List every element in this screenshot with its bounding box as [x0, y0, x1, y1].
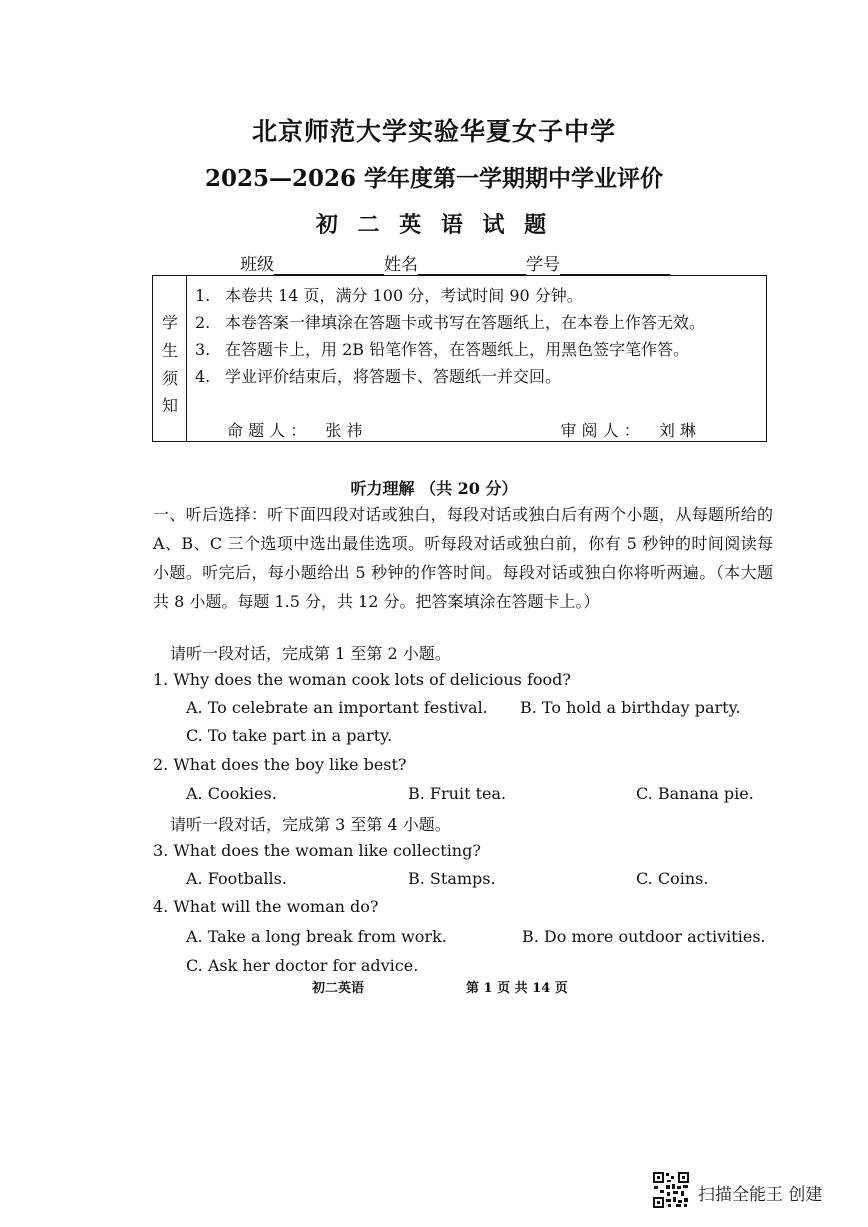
- side-char: 生: [162, 341, 179, 360]
- option-c: C. Ask her doctor for advice.: [186, 956, 419, 975]
- notice-side-label: [153, 276, 187, 441]
- author-name: 张 祎: [325, 421, 363, 440]
- qr-code-icon: [652, 1171, 690, 1209]
- notice-items: [195, 282, 760, 390]
- scanner-watermark: 扫描全能王 创建: [698, 1185, 823, 1205]
- option-a: A. Cookies.: [186, 784, 277, 803]
- exam-term: 2025—2026 学年度第一学期期中学业评价: [204, 165, 664, 192]
- option-a: A. Take a long break from work.: [186, 927, 447, 946]
- footer-subject: 初二英语: [312, 981, 365, 996]
- option-b: B. Do more outdoor activities.: [522, 927, 766, 946]
- reviewer-label: 审 阅 人 ：: [560, 421, 640, 440]
- side-char: 须: [162, 369, 179, 388]
- author-label: 命 题 人 ：: [227, 421, 307, 440]
- notice-item: 2. 本卷答案一律填涂在答题卡或书写在答题纸上，在本卷上作答无效。: [195, 313, 706, 332]
- id-blank: [560, 257, 670, 275]
- option-b: B. Stamps.: [408, 869, 496, 888]
- section-instructions: 一、听后选择：听下面四段对话或独白，每段对话或独白后有两个小题，从每题所给的 A、B、C 三个选项中选出最佳选项。听每段对话或独白前，你有 5 秒钟的时间阅读每小题。听完后，每小题给出 5 秒钟的作答时间。每段对话或独白你将听两遍。（本大题共 8 小题。每题 1.5 分，共 12 分。把答案填涂在答题卡上。）: [153, 505, 773, 611]
- exam-subject: 初 二 英 语 试 题: [315, 212, 553, 238]
- question-stem: 4. What will the woman do?: [153, 897, 379, 916]
- dialog-intro: 请听一段对话，完成第 3 至第 4 小题。: [170, 815, 451, 834]
- option-c: C. Banana pie.: [636, 784, 754, 803]
- option-c: C. Coins.: [636, 869, 709, 888]
- id-label: 学号: [526, 255, 560, 275]
- name-blank: [418, 257, 526, 275]
- student-info-line: [240, 250, 670, 275]
- footer-page-number: 第 1 页 共 14 页: [466, 981, 568, 996]
- section-title: 听力理解 （共 20 分）: [350, 479, 518, 498]
- dialog-intro: 请听一段对话，完成第 1 至第 2 小题。: [170, 644, 451, 663]
- option-a: A. To celebrate an important festival.: [186, 698, 488, 717]
- option-a: A. Footballs.: [186, 869, 287, 888]
- question-stem: 2. What does the boy like best?: [153, 755, 407, 774]
- option-c: C. To take part in a party.: [186, 726, 393, 745]
- notice-item: 3. 在答题卡上，用 2B 铅笔作答，在答题纸上，用黑色签字笔作答。: [195, 340, 690, 359]
- class-label: 班级: [240, 255, 274, 275]
- class-blank: [274, 257, 384, 275]
- question-stem: 1. Why does the woman cook lots of delicious food?: [153, 670, 571, 689]
- option-b: B. To hold a birthday party.: [520, 698, 741, 717]
- side-char: 知: [162, 396, 179, 415]
- exam-signers: [227, 418, 696, 441]
- student-notice-box: [152, 275, 767, 442]
- notice-item: 1. 本卷共 14 页，满分 100 分，考试时间 90 分钟。: [195, 286, 583, 305]
- question-stem: 3. What does the woman like collecting?: [153, 841, 481, 860]
- side-char: 学: [162, 313, 179, 332]
- school-name: 北京师范大学实验华夏女子中学: [251, 117, 616, 146]
- name-label: 姓名: [384, 255, 418, 275]
- notice-item: 4. 学业评价结束后，将答题卡、答题纸一并交回。: [195, 367, 562, 386]
- option-b: B. Fruit tea.: [408, 784, 507, 803]
- reviewer-name: 刘 琳: [658, 421, 696, 440]
